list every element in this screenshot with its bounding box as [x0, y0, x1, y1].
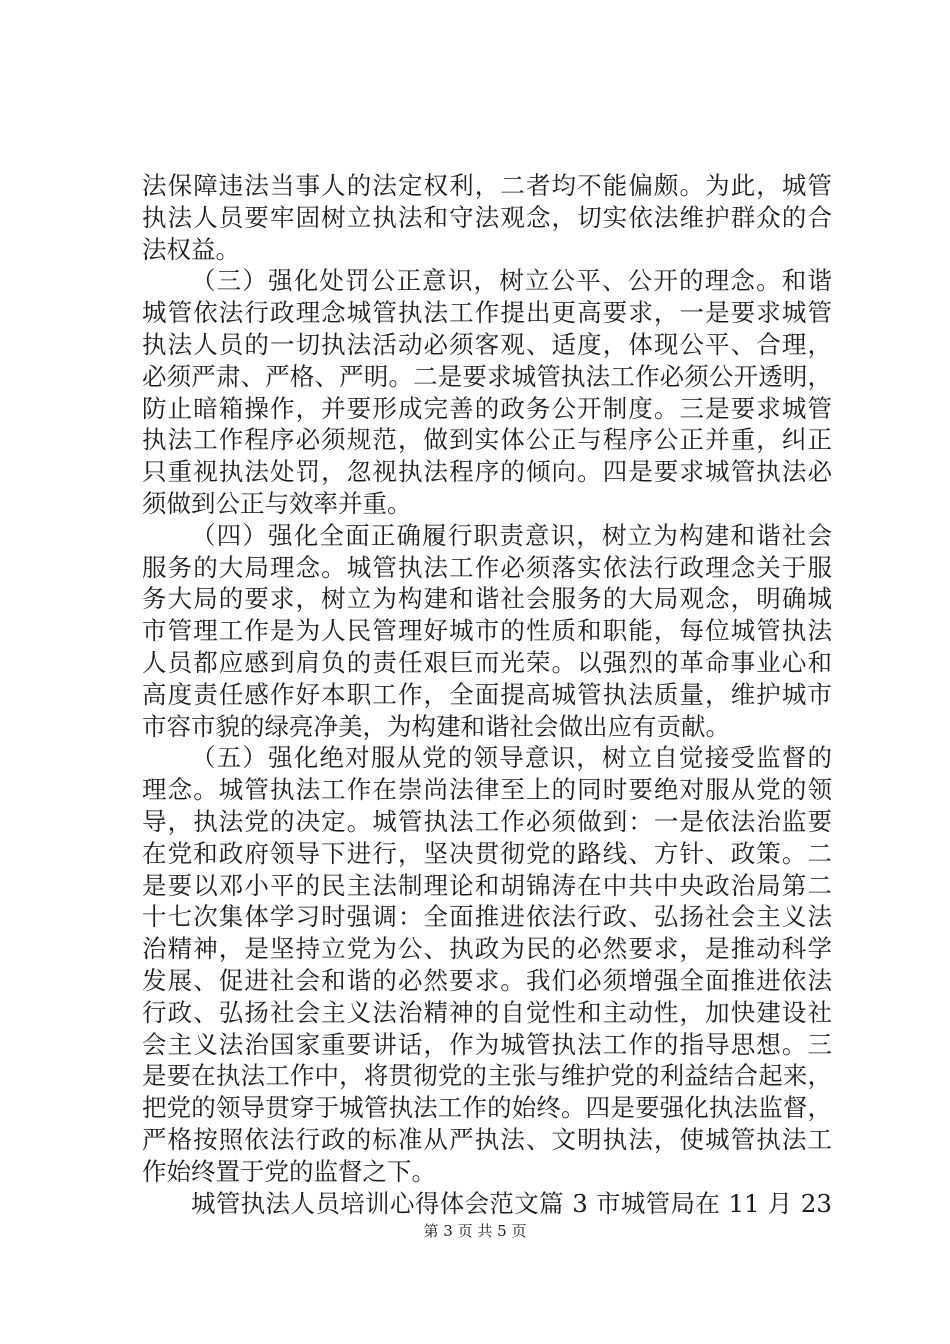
text-line: 会主义法治国家重要讲话，作为城管执法工作的指导思想。三: [142, 1029, 832, 1059]
text-line: 城管执法人员培训心得体会范文篇 3 市城管局在 11 月 23: [191, 1188, 832, 1218]
text-line: 执法人员的一切执法活动必须客观、适度，体现公平、合理，: [142, 329, 832, 359]
text-line: 务大局的要求，树立为构建和谐社会服务的大局观念，明确城: [142, 584, 832, 614]
text-line: 导，执法党的决定。城管执法工作必须做到：一是依法治监要: [142, 806, 832, 836]
text-line: 治精神，是坚持立党为公、执政为民的必然要求，是推动科学: [142, 934, 832, 964]
text-line: 服务的大局理念。城管执法工作必须落实依法行政理念关于服: [142, 552, 832, 582]
text-line: 法保障违法当事人的法定权利，二者均不能偏颇。为此，城管: [142, 171, 832, 200]
text-line: （三）强化处罚公正意识，树立公平、公开的理念。和谐: [191, 266, 832, 296]
text-line: 人员都应感到肩负的责任艰巨而光荣。以强烈的革命事业心和: [142, 647, 832, 677]
text-line: 是要在执法工作中，将贯彻党的主张与维护党的利益结合起来，: [142, 1061, 832, 1091]
text-line: 城管依法行政理念城管执法工作提出更高要求，一是要求城管: [142, 298, 832, 328]
text-line: 在党和政府领导下进行，坚决贯彻党的路线、方针、政策。二: [142, 838, 832, 868]
text-line: 作始终置于党的监督之下。: [142, 1156, 436, 1186]
document-body: [142, 170, 832, 1219]
text-line: 执法人员要牢固树立执法和守法观念，切实依法维护群众的合: [142, 202, 832, 232]
text-line: 须做到公正与效率并重。: [142, 488, 412, 518]
text-line: 十七次集体学习时强调：全面推进依法行政、弘扬社会主义法: [142, 902, 832, 932]
text-line: 只重视执法处罚，忽视执法程序的倾向。四是要求城管执法必: [142, 457, 832, 487]
text-line: 发展、促进社会和谐的必然要求。我们必须增强全面推进依法: [142, 965, 832, 995]
text-line: 防止暗箱操作，并要形成完善的政务公开制度。三是要求城管: [142, 393, 832, 423]
text-line: 必须严肃、严格、严明。二是要求城管执法工作必须公开透明，: [142, 361, 832, 391]
text-line: 理念。城管执法工作在崇尚法律至上的同时要绝对服从党的领: [142, 775, 832, 805]
text-line: 执法工作程序必须规范，做到实体公正与程序公正并重，纠正: [142, 425, 832, 455]
text-line: （五）强化绝对服从党的领导意识，树立自觉接受监督的: [191, 743, 832, 773]
text-line: 市管理工作是为人民管理好城市的性质和职能，每位城管执法: [142, 616, 832, 646]
page-footer: 第 3 页 共 5 页: [423, 1222, 527, 1240]
text-line: 行政、弘扬社会主义法治精神的自觉性和主动性，加快建设社: [142, 997, 832, 1027]
text-line: 法权益。: [142, 234, 240, 264]
text-line: 把党的领导贯穿于城管执法工作的始终。四是要强化执法监督，: [142, 1093, 832, 1123]
text-line: （四）强化全面正确履行职责意识，树立为构建和谐社会: [191, 520, 832, 550]
text-line: 严格按照依法行政的标准从严执法、文明执法，使城管执法工: [142, 1124, 832, 1154]
text-line: 市容市貌的绿亮净美，为构建和谐社会做出应有贡献。: [142, 711, 730, 741]
text-line: 是要以邓小平的民主法制理论和胡锦涛在中共中央政治局第二: [142, 870, 832, 900]
text-line: 高度责任感作好本职工作，全面提高城管执法质量，维护城市: [142, 679, 832, 709]
